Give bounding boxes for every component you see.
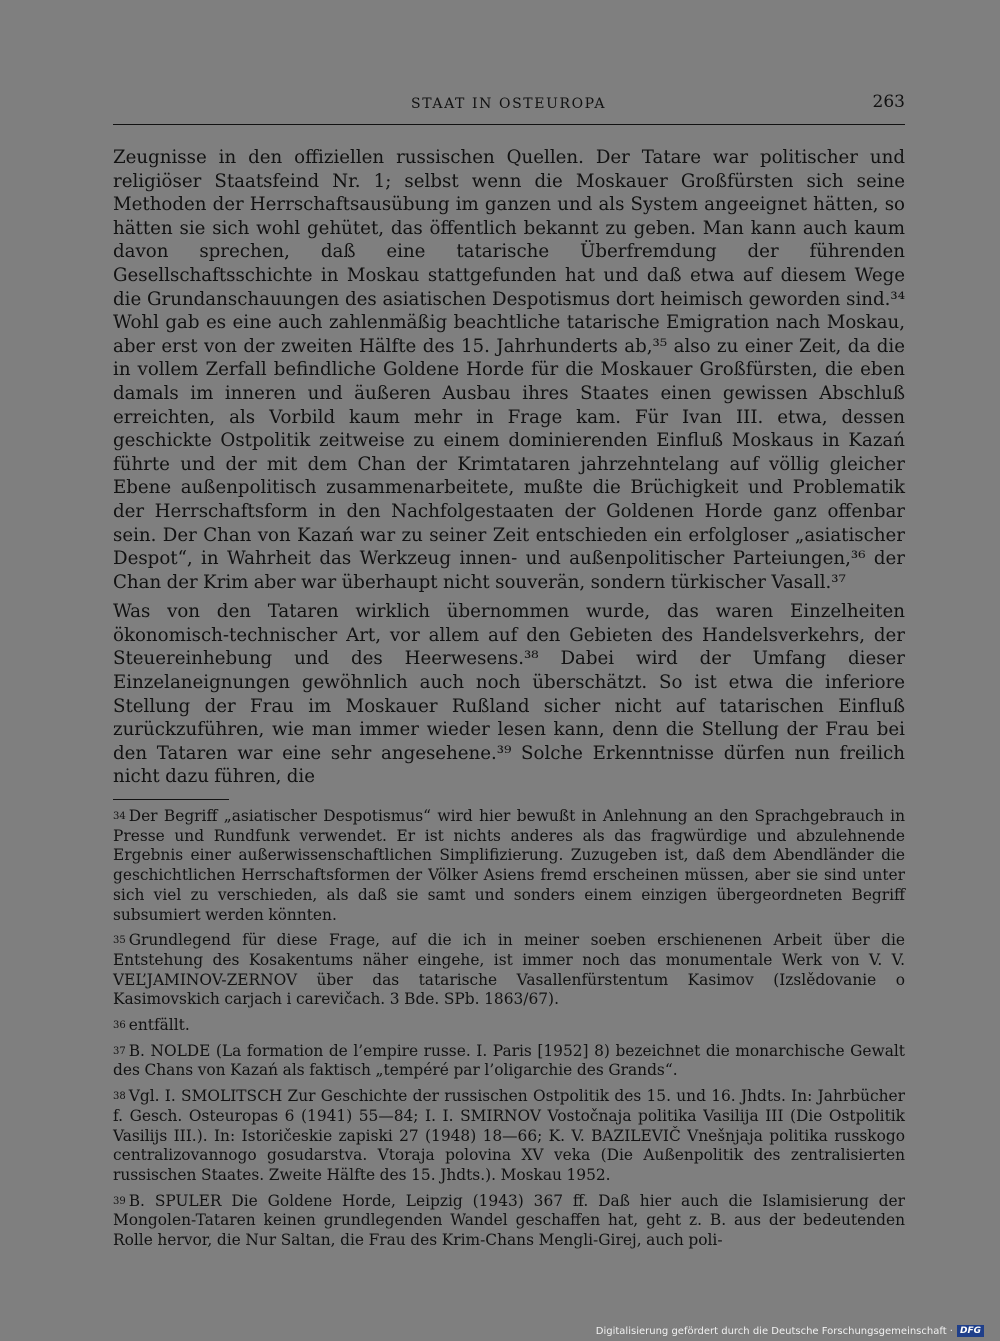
footnote-rule <box>113 799 229 800</box>
header-rule <box>113 124 905 125</box>
footnote-text: B. SPULER Die Goldene Horde, Leipzig (1943) 367 ff. Daß hier auch die Islamisierung der Mongolen-Tataren keinen grundlegenden Wandel geschaffen hat, geht z. B. aus der bedeutenden Rolle hervor, die Nur Saltan, die Frau des Krim-Chans Mengli-Girej, auch poli- <box>113 1191 905 1250</box>
footnote-34 <box>113 807 905 925</box>
footnote-text: B. NOLDE (La formation de l’empire russe. I. Paris [1952] 8) bezeichnet die monarchische Gewalt des Chans von Kazań als faktisch „tempéré par l’oligarchie des Grands“. <box>113 1041 905 1080</box>
footnote-text: Der Begriff „asiatischer Despotismus“ wird hier bewußt in Anlehnung an den Sprachgebrauch in Presse und Rundfunk verwendet. Er ist nichts anderes als das fragwürdige und abzulehnende Ergebnis einer außerwissenschaftlichen Simplifizierung. Zuzugeben ist, daß dem Abendländer die geschichtlichen Herrschaftsformen der Völker Asiens fremd erscheinen müssen, aber sie sind unter sich viel zu verschieden, als daß sie samt und sonders einem einzigen übergeordneten Begriff subsumiert werden könnten. <box>113 807 905 924</box>
footnote-text: entfällt. <box>128 1016 190 1035</box>
footnote-text: Grundlegend für diese Frage, auf die ich in meiner soeben erschienenen Arbeit über die Entstehung des Kosakentums näher eingehe, ist immer noch das monumentale Werk von V. V. VEL’JAMINOV-ZERNOV über das tatarische Vasallenfürstentum Kasimov (Izslědovanie o Kasimovskich carjach i carevičach. 3 Bde. SPb. 1863/67). <box>113 931 905 1009</box>
body-text <box>113 146 905 789</box>
footnote-number: 37 <box>113 1045 126 1057</box>
footnote-35 <box>113 931 905 1010</box>
footnote-number: 36 <box>113 1020 126 1032</box>
footnote-39 <box>113 1192 905 1251</box>
footnote-36 <box>113 1016 905 1036</box>
footnote-38 <box>113 1087 905 1186</box>
footnote-number: 39 <box>113 1195 126 1207</box>
footnote-number: 35 <box>113 935 126 947</box>
running-header <box>113 92 905 120</box>
footnotes <box>113 807 905 1257</box>
footnote-number: 34 <box>113 811 126 822</box>
digitization-credit <box>596 1325 984 1337</box>
running-title: STAAT IN OSTEUROPA <box>411 96 607 112</box>
page-number: 263 <box>872 92 905 112</box>
footnote-37 <box>113 1042 905 1081</box>
footnote-number: 38 <box>113 1091 126 1103</box>
footnote-text: Vgl. I. SMOLITSCH Zur Geschichte der russischen Ostpolitik des 15. und 16. Jhdts. In: Jahrbücher f. Gesch. Osteuropas 6 (1941) 55—84; I. I. SMIRNOV Vostočnaja politika Vasilija III (Die Ostpolitik Vasilijs III.). In: Istoričeskie zapiski 27 (1948) 18—66; K. V. BAZILEVIČ Vnešnjaja politika russkogo centralizovannogo gosudarstva. Vtoraja polovina XV veka (Die Außenpolitik des zentralisierten russischen Staates. Zweite Hälfte des 15. Jhdts.). Moskau 1952. <box>113 1087 905 1184</box>
body-paragraph-1: Zeugnisse in den offiziellen russischen Quellen. Der Tatare war politischer und religiöser Staatsfeind Nr. 1; selbst wenn die Moskauer Großfürsten sich seine Methoden der Herrschaftsausübung im ganzen und als System angeeignet hätten, so hätten sie sich wohl gehütet, das öffentlich bekannt zu geben. Man kann auch kaum davon sprechen, daß eine tatarische Überfremdung der führenden Gesellschaftsschichte in Moskau stattgefunden hat und daß etwa auf diesem Wege die Grundanschauungen des asiatischen Despotismus dort heimisch geworden sind.³⁴ Wohl gab es eine auch zahlenmäßig beachtliche tatarische Emigration nach Moskau, aber erst von der zweiten Hälfte des 15. Jahrhunderts ab,³⁵ also zu einer Zeit, da die in vollem Zerfall befindliche Goldene Horde für die Moskauer Großfürsten, die eben damals im inneren und äußeren Ausbau ihres Staates einen gewissen Abschluß erreichten, als Vorbild kaum mehr in Frage kam. Für Ivan III. etwa, dessen geschickte Ostpolitik zeitweise zu einem dominierenden Einfluß Moskaus in Kazań führte und der mit dem Chan der Krimtataren jahrzehntelang auf völlig gleicher Ebene außenpolitisch zusammenarbeitete, mußte die Brüchigkeit und Problematik der Herrschaftsform in den Nachfolgestaaten der Goldenen Horde ganz offenbar sein. Der Chan von Kazań war zu seiner Zeit entschieden ein erfolgloser „asiatischer Despot“, in Wahrheit das Werkzeug innen- und außenpolitischer Parteiungen,³⁶ der Chan der Krim aber war überhaupt nicht souverän, sondern türkischer Vasall.³⁷ <box>113 147 905 593</box>
body-paragraph-2: Was von den Tataren wirklich übernommen wurde, das waren Einzelheiten ökonomisch-technischer Art, vor allem auf den Gebieten des Handelsverkehrs, der Steuereinhebung und des Heerwesens.³⁸ Dabei wird der Umfang dieser Einzelaneignungen gewöhnlich auch noch überschätzt. So ist etwa die inferiore Stellung der Frau im Moskauer Rußland sicher nicht auf tatarischen Einfluß zurückzuführen, wie man immer wieder lesen kann, denn die Stellung der Frau bei den Tataren war eine sehr angesehene.³⁹ Solche Erkenntnisse dürfen nun freilich nicht dazu führen, die <box>113 601 905 788</box>
dfg-logo-icon: DFG <box>957 1325 984 1337</box>
credit-text: Digitalisierung gefördert durch die Deutsche Forschungsgemeinschaft · <box>595 1325 953 1337</box>
